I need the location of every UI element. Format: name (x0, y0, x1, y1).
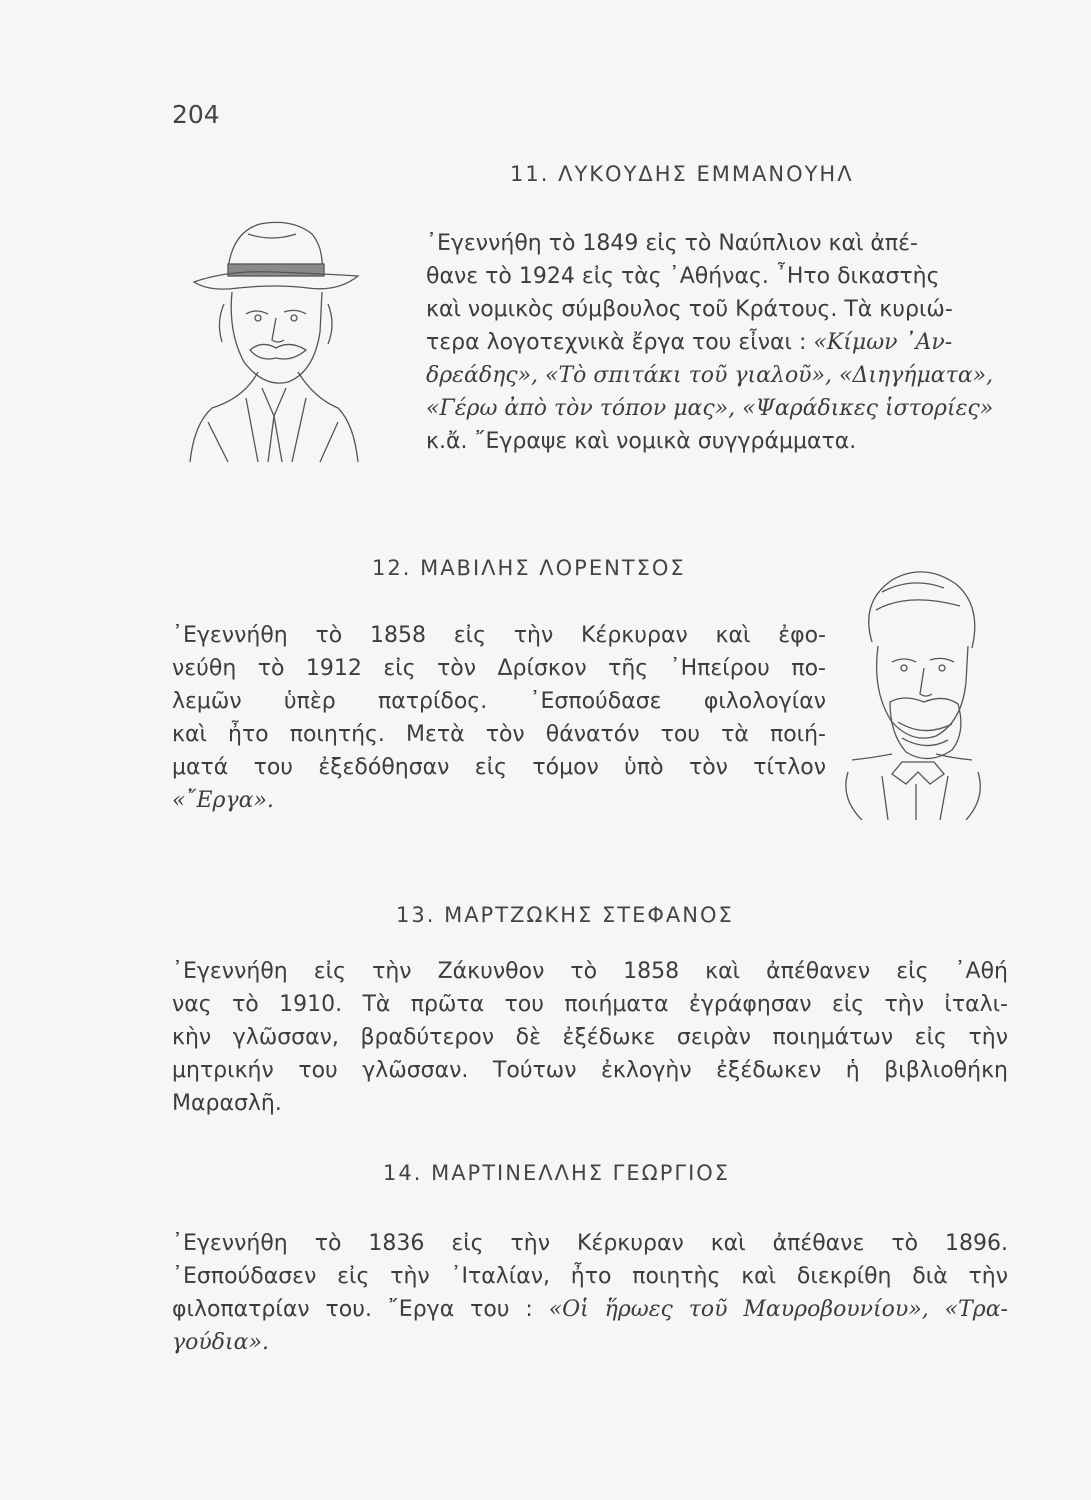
entry-body (172, 955, 1008, 1120)
text-line: νας τὸ 1910. Τὰ πρῶτα του ποιήματα ἐγράφησαν εἰς τὴν ἰταλι- (172, 992, 1008, 1017)
portrait-mavilis-image (832, 562, 992, 820)
text-line: ᾿Εσπούδασεν εἰς τὴν ᾿Ιταλίαν, ἦτο ποιητὴς καὶ διεκρίθη διὰ τὴν (172, 1264, 1008, 1289)
text-line: Μαρασλῆ. (172, 1091, 282, 1116)
entry-heading: 13. ΜΑΡΤΖΩΚΗΣ ΣΤΕΦΑΝΟΣ (396, 903, 734, 927)
text-line: θανε τὸ 1924 εἰς τὰς ᾿Αθήνας. ῏Ητο δικαστὴς (426, 264, 940, 289)
text-line: λεμῶν ὑπὲρ πατρίδος. ᾿Εσπούδασε φιλολογίαν (172, 689, 826, 714)
text-line: μητρικήν του γλῶσσαν. Τούτων ἐκλογὴν ἐξέδωκεν ἡ βιβλιοθήκη (172, 1058, 1008, 1083)
text-line: «Γέρω ἀπὸ τὸν τόπον μας», «Ψαράδικες ἱστορίες» (426, 396, 994, 421)
entry-body (172, 619, 826, 817)
text-line: φιλοπατρίαν του. ῎Εργα του : «Οἱ ἥρωες τοῦ Μαυροβουνίου», «Τρα- (172, 1297, 1008, 1322)
portrait-lykoudis-image (188, 212, 360, 464)
page-number: 204 (172, 100, 220, 129)
entry-body (426, 227, 994, 458)
text-line: «῎Εργα». (172, 788, 274, 813)
text-line: νεύθη τὸ 1912 εἰς τὸν Δρίσκον τῆς ᾿Ηπείρου πο- (172, 656, 826, 681)
text-line: ματά του ἐξεδόθησαν εἰς τόμον ὑπὸ τὸν τίτλον (172, 755, 826, 780)
text-line: γούδια». (172, 1330, 269, 1355)
entry-heading: 11. ΛΥΚΟΥΔΗΣ ΕΜΜΑΝΟΥΗΛ (510, 162, 854, 186)
text-line: ᾿Εγεννήθη τὸ 1849 εἰς τὸ Ναύπλιον καὶ ἀπέ- (426, 231, 918, 256)
entry-body (172, 1227, 1008, 1359)
text-line: δρεάδης», «Τὸ σπιτάκι τοῦ γιαλοῦ», «Διηγήματα», (426, 363, 994, 388)
entry-heading: 14. ΜΑΡΤΙΝΕΛΛΗΣ ΓΕΩΡΓΙΟΣ (383, 1161, 731, 1185)
text-line: καὶ νομικὸς σύμβουλος τοῦ Κράτους. Τὰ κυριώ- (426, 297, 953, 322)
text-line: καὶ ἦτο ποιητής. Μετὰ τὸν θάνατόν του τὰ ποιή- (172, 722, 826, 747)
text-line: κὴν γλῶσσαν, βραδύτερον δὲ ἐξέδωκε σειρὰν ποιημάτων εἰς τὴν (172, 1025, 1008, 1050)
entry-heading: 12. ΜΑΒΙΛΗΣ ΛΟΡΕΝΤΣΟΣ (372, 556, 686, 580)
text-line: ᾿Εγεννήθη τὸ 1836 εἰς τὴν Κέρκυραν καὶ ἀπέθανε τὸ 1896. (172, 1231, 1008, 1256)
text-line: ᾿Εγεννήθη τὸ 1858 εἰς τὴν Κέρκυραν καὶ ἐφο- (172, 623, 826, 648)
text-line: τερα λογοτεχνικὰ ἔργα του εἶναι : «Κίμων ᾿Αν- (426, 330, 953, 355)
text-line: κ.ἄ. ῎Εγραψε καὶ νομικὰ συγγράμματα. (426, 429, 857, 454)
text-line: ᾿Εγεννήθη εἰς τὴν Ζάκυνθον τὸ 1858 καὶ ἀπέθανεν εἰς ᾿Αθή (172, 959, 1008, 984)
